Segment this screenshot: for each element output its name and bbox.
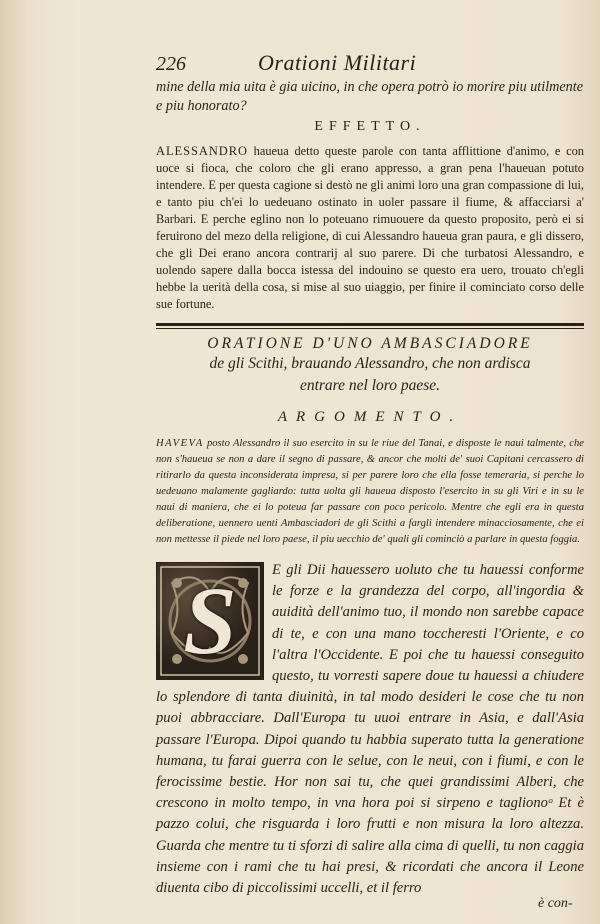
page-number: 226 bbox=[156, 53, 186, 75]
argomento-text: posto Alessandro il suo esercito in su le riue del Tanai, e disposte le naui talmente, che non s'haueua se non a dare il segno di passare, & ancor che molti de' suoi Capitani cercassero di ritirarlo da questa inconsiderata impresa, si per parere loro che ella fosse temeraria, si perche lo uedeuano malamente gagliardo: tutta uolta gli haueua disposto l'esercito in su gli Viri e in su le naui di maniera, che ei lo poteua far passare con poco pericolo. Mentre che egli era in questa deliberatione, uennero uenti Ambasciadori de gli Scithi a fargli intendere minacciosamente, che ei non mettesse il piede nel loro paese, il piu uecchio de' quali gli cominciò a parlare in questa foggia. bbox=[156, 438, 585, 545]
continuation-text: mine della mia uita è gia uicino, in che opera potrò io morire piu utilmente e piu honorato? bbox=[156, 79, 584, 114]
page-content bbox=[156, 50, 584, 899]
argomento-paragraph bbox=[156, 436, 584, 548]
page-header bbox=[156, 50, 584, 78]
effetto-paragraph bbox=[156, 143, 584, 313]
effetto-text: haueua detto queste parole con tanta afflittione d'animo, e con uoce si fioca, che coloro che gli erano appresso, a gran pena l'haueuan potuto intendere. E per questa cagione si destò ne gli animi loro una gran compassione di lui, e tanto piu ch'ei lo uedeuano ostinato in uoler passare il fiume, & affacciarsi a' Barbari. E perche eglino non lo poteuano rimuouere da questo proposito, però ei si feruirono del mezo della religione, di cui Alessandro haueua gran paura, e gli dissero, che gli Dei erano ancora contrarij al suo parere. Di che turbatosi Alessandro, e uolendo sapere dalla bocca istessa del indouino se questo era uero, trouato ch'egli hebbe la uerità della cosa, si mise al suo uiaggio, per finire il cominciato corso delle sue fortune. bbox=[156, 144, 584, 311]
argomento-lead-word: HAVEVA bbox=[156, 438, 204, 449]
effetto-heading: EFFETTO. bbox=[314, 119, 426, 134]
oration-title-line1: ORATIONE D'UNO AMBASCIADORE bbox=[207, 335, 533, 352]
running-title: Orationi Militari bbox=[258, 50, 417, 75]
decorated-initial bbox=[156, 562, 264, 680]
argomento-heading: ARGOMENTO. bbox=[277, 409, 463, 425]
catchword: è con- bbox=[538, 896, 573, 911]
section-rule-thin bbox=[156, 328, 584, 329]
oration-title-line3: entrare nel loro paese. bbox=[299, 377, 441, 394]
section-rule-thick bbox=[156, 323, 584, 326]
oration-title-line2: de gli Scithi, brauando Alessandro, che non ardisca bbox=[209, 355, 531, 372]
drop-cap-letter: S bbox=[183, 567, 237, 675]
oration-text: E gli Dii hauessero uoluto che tu hauessi conforme le forze e la grandezza del corpo, all'ingordia & auidità dell'animo tuo, il mondo non sarebbe capace di te, e con una mano toccheresti l'Oriente, e co l'altra l'Occidente. E poi che tu hauessi conseguito questo, tu vorresti sapere doue tu hauessi a chiudere lo splendore di tanta diuinità, in tal modo desideri le cose che tu non puoi abbracciare. Dall'Europa tu uuoi entrare in Asia, e dall'Asia passare l'Europa. Dipoi quando tu habbia superato tutta la generatione humana, tu farai guerra con le selue, con le neui, con i fiumi, e con le ferocissime bestie. Hor non sai tu, che quei grandissimi Alberi, che crescono in molto tempo, in vna hora poi si sirpeno e taglionoᵒ Et è pazzo colui, che risguarda i loro frutti e non misura la loro altezza. Guarda che mentre tu ti sforzi di salire alla cima di quelli, tu non caggia insieme con i rami che tu hai presi, & ricordati che ancora il Leone diuenta cibo di piccolissimi uccelli, et il ferro bbox=[156, 562, 584, 897]
oration-body bbox=[156, 560, 584, 899]
effetto-lead-word: ALESSANDRO bbox=[156, 144, 248, 158]
